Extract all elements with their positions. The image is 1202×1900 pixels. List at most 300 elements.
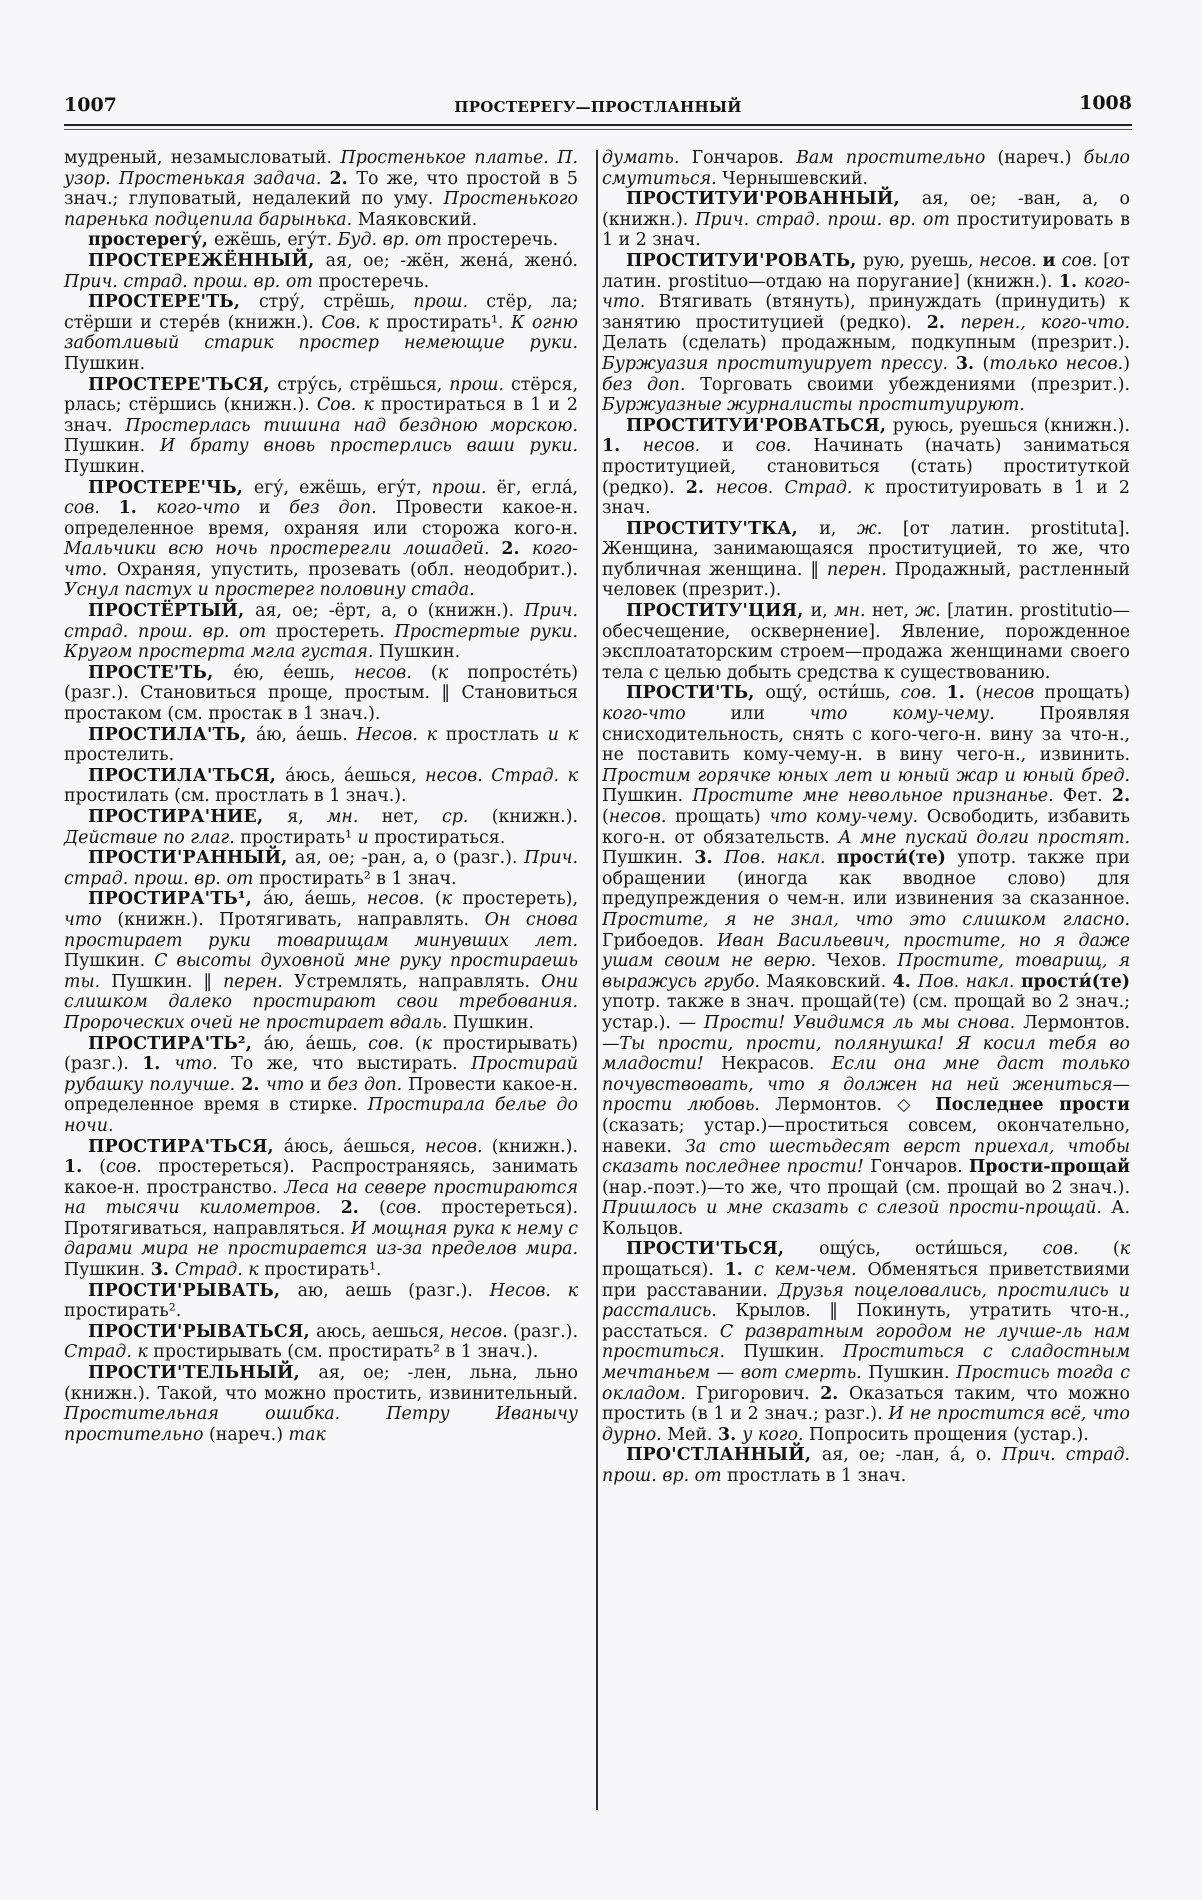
dictionary-entry [602, 189, 1130, 251]
text: простирать¹ [240, 827, 358, 848]
text: ( [414, 1033, 422, 1054]
italic-text: было смутиться. [602, 148, 1130, 189]
text: ая, ое; -жён, жена́, женó. [325, 250, 578, 271]
text: простереть. [275, 621, 395, 642]
bold-text: 2. [241, 1074, 266, 1095]
italic-text: К огню заботливый старик простер немеющие руки. [64, 312, 578, 354]
text: егу́, ежёшь, егу́т, [253, 477, 432, 498]
italic-text: сов. [64, 498, 119, 519]
italic-text: Сов. к [316, 395, 381, 416]
entry-continuation [64, 148, 578, 230]
header-rule [64, 124, 1132, 130]
italic-text: к [437, 662, 468, 683]
italic-text: несов. [608, 807, 676, 827]
headword: ПРОСТИ'ТЬСЯ, [626, 1239, 820, 1260]
italic-text: что [265, 1074, 310, 1095]
text: я, [287, 807, 328, 827]
italic-text: Ты прости, прости, полянушка! Я косил тебя во младости! [602, 1033, 1130, 1075]
headword: ПРОСТИ'РЫВАТЬСЯ, [88, 1321, 317, 1342]
bold-text: 1. [602, 436, 643, 457]
italic-text: перен., кого-что. [960, 312, 1130, 333]
bold-text: 2. [501, 539, 532, 560]
italic-text: что [64, 909, 118, 930]
text: употр. также в знач. прощай(те) (см. прощай во 2 знач.; устар.). — [602, 992, 1130, 1033]
italic-text: несов. [354, 662, 431, 683]
text: руюсь, руешься (книжн.). [892, 415, 1130, 436]
italic-text: сов. [385, 1198, 442, 1219]
text: а́юсь, а́ешься, [283, 1136, 425, 1157]
dictionary-entry [64, 251, 578, 292]
headword: ПРОСТИ'РЫВАТЬ, [88, 1280, 298, 1301]
headword: ПРОСТИ'ТЬ, [626, 683, 766, 704]
headword: ПРОСТИТУ'ТКА, [626, 518, 820, 539]
text: Проявляя снисходительность, снять с кого-чего-н. вину за что-н., не поставить кому-чему-н. в вину чего-н., извинить. [602, 704, 1130, 766]
text: ( [1112, 1239, 1120, 1260]
text: или [730, 704, 810, 725]
italic-text: кого-что [156, 498, 259, 519]
text: простереться). Протягиваться, направляться. [64, 1198, 578, 1239]
text: Провести какое-н. определенное время в стирке. [64, 1074, 578, 1116]
italic-text: Простительная ошибка. Петру Иванычу простительно [64, 1404, 578, 1445]
headword: ПРОСТЕРЕ'ЧЬ, [88, 477, 254, 498]
dictionary-entry [602, 519, 1130, 601]
dictionary-entry [64, 807, 578, 848]
dictionary-entry [64, 230, 578, 251]
italic-text: Леса на севере простираются на тысячи километров. [64, 1177, 578, 1219]
text: простирать¹. [264, 1260, 382, 1281]
italic-text: прош. [413, 292, 487, 313]
italic-text: Страд. к [64, 1342, 154, 1363]
text: (сказать; устар.)—проститься совсем, окончательно, навеки. [602, 1115, 1130, 1157]
italic-text: сов. [1042, 1239, 1113, 1260]
text: простирать² в 1 знач. [258, 868, 457, 889]
dictionary-entry [64, 601, 578, 663]
italic-text: что кому-чему. [769, 807, 927, 827]
page-number-left: 1007 [64, 94, 117, 116]
headword: ПРОСТИРА'НИЕ, [88, 807, 288, 827]
italic-text: и [357, 827, 375, 848]
text: простлать в 1 знач. [727, 1466, 907, 1486]
italic-text: перен. [827, 559, 895, 580]
italic-text: прош. [449, 374, 511, 395]
text: Мей. [667, 1424, 718, 1445]
text: Крылов. ‖ Покинуть, утратить что-н., расстаться. [602, 1301, 1130, 1342]
text: простираться. [374, 827, 506, 848]
text: (нареч.) [997, 148, 1084, 168]
bold-text: 3. [955, 353, 983, 374]
italic-text: несов. [366, 889, 435, 910]
bold-text: 3. [150, 1260, 175, 1281]
headword: ПРОСТЕ'ТЬ, [88, 662, 234, 683]
text: и [722, 436, 756, 457]
text: Лермонтов.— [602, 1012, 1130, 1054]
bold-text: 1. [1058, 271, 1084, 292]
italic-text: что кому-чему. [809, 704, 1040, 725]
italic-text: Они слишком далеко простирают свои требования. Пророческих очей не простирает вдаль. [64, 971, 578, 1033]
text: ) [1123, 353, 1130, 374]
text: ая, ое; -ёрт, а, о (книжн.). [255, 601, 525, 622]
italic-text: С высоты духовной мне руку простираешь ты. [64, 951, 578, 992]
italic-text: Уснул пастух и простерег половину стада. [64, 580, 475, 601]
text: Пушкин. [64, 1260, 151, 1281]
italic-text: к [441, 889, 463, 910]
text: Грибоедов. [602, 930, 718, 951]
text: Пушкин. [64, 436, 160, 457]
italic-text: Проститься с сладостным мечтаньем — вот смерть. [602, 1342, 1130, 1384]
bold-text: Прости-прощай [968, 1157, 1131, 1178]
text: попросте́ть) (разг.). Становиться проще, простым. ‖ Становиться простаком (см. простак в 1 знач.). [64, 662, 578, 725]
text: Пушкин. [602, 786, 693, 807]
italic-text: без доп. [289, 498, 396, 519]
text: Маяковский. [766, 971, 893, 992]
italic-text: Простите мне невольное признанье. [692, 786, 1063, 807]
bold-text: 2. [1111, 786, 1130, 807]
dictionary-entry [602, 1239, 1130, 1445]
dictionary-entry [64, 478, 578, 602]
headword: ПРОСТИТУИ'РОВАТЬ, [626, 250, 863, 271]
text: Попросить прощения (устар.). [809, 1424, 1089, 1445]
text: и [258, 498, 290, 519]
italic-text: Простенькое платье. П. узор. Простенькая задача. [64, 148, 578, 189]
dictionary-entry [602, 601, 1130, 683]
dictionary-entry [64, 766, 578, 807]
italic-text: сов. [755, 436, 814, 457]
left-column [64, 148, 578, 1445]
text: Устремлять, направлять. [294, 971, 542, 992]
italic-text: Простим горячке юных лет и юный жар и юный бред. [602, 765, 1130, 786]
italic-text: без доп. [602, 374, 701, 395]
italic-text: Простерлась тишина над бездною морскою. [125, 415, 579, 436]
text: прощаться). [602, 1260, 725, 1281]
italic-text: мн. [834, 601, 872, 622]
text: мудреный, незамысловатый. [64, 148, 341, 168]
italic-text: Прич. страд. прош. вр. от [64, 601, 578, 642]
italic-text: Простенького паренька подцепила барынька. [64, 189, 578, 230]
text: и, [819, 518, 857, 539]
italic-text: сов. [106, 1157, 159, 1178]
text: стру́, стрёшь, [258, 292, 414, 313]
text: Начинать (начать) заниматься проституцией, становиться (стать) проституткой (редко). [602, 436, 1130, 498]
headword: ПРОСТЕРЕ'ТЬ, [88, 292, 259, 313]
italic-text: И не простится всё, что дурно. [602, 1404, 1130, 1445]
italic-text: Мальчики всю ночь простерегли лошадей. [64, 539, 502, 560]
text: Обменяться приветствиями при расставании. [602, 1260, 1130, 1301]
dictionary-entry [64, 663, 578, 725]
headword: ПРОСТИЛА'ТЬ, [88, 724, 256, 745]
italic-text: Пришлось и мне сказать с слезой прости-прощай. [602, 1198, 1112, 1219]
text: а́ю, а́ешь, [263, 889, 367, 910]
entry-continuation [602, 148, 1130, 189]
italic-text: думать. [602, 148, 692, 168]
italic-text: Вам простительно [796, 148, 998, 168]
italic-text: Действие по глаг. [64, 827, 241, 848]
text: стёрся, рлась; стёршись (книжн.). [64, 374, 578, 416]
text: Пушкин. [64, 456, 146, 477]
text: ая, ое; -лен, льна, льно (книжн.). Такой, что можно простить, извинительный. [64, 1363, 579, 1404]
italic-text: несов [982, 683, 1045, 704]
dictionary-entry [64, 1322, 578, 1363]
text: Провести какое-н. определенное время, охраняя или сторожа кого-н. [64, 498, 579, 539]
text: (книжн.). [491, 1136, 578, 1157]
text: ая, ое; -ран, а, о (разг.). [294, 848, 525, 869]
italic-text: И мощная рука к нему с дарами мира не простирается из-за пределов мира. [64, 1218, 579, 1260]
bold-text: прости́(те) [1020, 971, 1130, 992]
dictionary-entry [602, 1445, 1130, 1486]
text: Чехов. [827, 951, 898, 972]
headword: ПРОСТИТУ'ЦИЯ, [626, 601, 811, 622]
text: Продажный, растленный человек (презрит.). [602, 559, 1130, 601]
italic-text: Пов. накл. [917, 971, 1021, 992]
dictionary-entry [64, 848, 578, 889]
text: а́ю, а́ешь, [263, 1033, 369, 1054]
text: простеречь. [318, 271, 430, 292]
italic-text: И брату вновь простерлись ваши руки. [159, 436, 578, 457]
italic-text: прош. [431, 477, 497, 498]
text: ая, ое; -ван, а, о (книжн.). [602, 189, 1130, 230]
text: (книжн.). [491, 807, 579, 827]
running-title: ПРОСТЕРЕГУ—ПРОСТЛАННЫЙ [454, 98, 742, 116]
italic-text: Несов. к [356, 724, 446, 745]
italic-text: ж. [915, 601, 948, 622]
headword: ПРОСТИРА'ТЬСЯ, [88, 1136, 284, 1157]
italic-text: перен. [223, 971, 295, 992]
headword: ПРОСТИ'ТЕЛЬНЫЙ, [88, 1363, 319, 1384]
text: [от латин. prostituta]. Женщина, занимающаяся проституцией, то же, что публичная женщина. ‖ [602, 518, 1131, 580]
text: простереть), [462, 889, 578, 910]
text: простереться). Распространяясь, занимать какое-н. пространство. [64, 1157, 578, 1198]
dictionary-entry [602, 683, 1130, 1239]
italic-text: За сто шестьдесят верст приехал, чтобы сказать последнее прости! [602, 1136, 1130, 1178]
italic-text: ж. [856, 518, 903, 539]
text: ая, ое; -лан, а́, о. [821, 1445, 1002, 1466]
italic-text: к [1119, 1239, 1130, 1260]
headword: ПРОСТЕРЕЖЁННЫЙ, [88, 250, 326, 271]
italic-text: Буржуазные журналисты проституируют. [602, 395, 1025, 416]
text: Делать (сделать) продажным, подкупным (презрит.). [602, 333, 1130, 354]
italic-text: к [421, 1033, 443, 1054]
text: ( [99, 1157, 107, 1178]
text: ёг, егла́, [496, 477, 578, 498]
italic-text: Иван Васильевич, простите, но я даже ушам своим не верю. [602, 930, 1130, 972]
headword: ПРОСТИРА'ТЬ¹, [88, 889, 264, 910]
italic-text: ср. [442, 807, 492, 827]
text: То же, что простой в 5 знач.; глуповатый, недалекий по уму. [64, 168, 578, 210]
headword: ПРОСТИЛА'ТЬСЯ, [88, 765, 286, 786]
bold-text: 2. [685, 477, 716, 498]
text: и, [810, 601, 835, 622]
italic-text: Буржуазия проституирует прессу. [602, 353, 956, 374]
italic-text: несов. [979, 250, 1043, 271]
text: Втягивать (втянуть), принуждать (принудить) к занятию проституцией (редко). [602, 292, 1130, 333]
text: Пушкин. [868, 1363, 957, 1384]
italic-text: у кого. [742, 1424, 809, 1445]
italic-text: Прич. страд. прош. вр. от [64, 848, 578, 889]
italic-text: Несов. к [489, 1280, 578, 1301]
text: нет, [871, 601, 916, 622]
text: Григорович. [695, 1383, 821, 1404]
text: простираться в 1 и 2 знач. [64, 395, 578, 436]
text: Торговать своими убеждениями (презрит.). [700, 374, 1131, 395]
text: простелить. [64, 745, 175, 766]
bold-text: 3. [694, 848, 725, 869]
text: Некрасов. [721, 1054, 832, 1075]
text: (разг.). [513, 1321, 578, 1342]
italic-text: Прости! Увидимся ль мы снова. [704, 1012, 1024, 1033]
text: ( [434, 889, 442, 910]
italic-text: кого-что [602, 704, 731, 725]
dictionary-entry [64, 1281, 578, 1322]
bold-text: 1. [142, 1054, 175, 1075]
text: Пушкин. [64, 951, 155, 972]
text: Пушкин. [452, 1012, 535, 1033]
italic-text: Буд. вр. от [337, 230, 448, 251]
text: (нареч.) [209, 1424, 289, 1445]
column-divider [596, 150, 598, 1810]
text: прощать) [1044, 683, 1131, 704]
dictionary-entry [64, 725, 578, 766]
italic-text: несов. [642, 436, 723, 457]
italic-text: кого-что. [64, 539, 578, 580]
text: ( [379, 1198, 386, 1219]
italic-text: несов. [450, 1321, 514, 1342]
italic-text: Простите, товарищ, я выражусь грубо. [602, 951, 1130, 992]
text: ощу́, ости́шь, [765, 683, 901, 704]
headword: ПРОСТЕРЕ'ТЬСЯ, [88, 374, 278, 395]
italic-text: мн. [327, 807, 382, 827]
text: Пушкин. ‖ [111, 971, 224, 992]
italic-text: А мне пускай долги простят. [838, 827, 1130, 848]
text: ощу́сь, ости́шься, [819, 1239, 1043, 1260]
italic-text: Простирала белье до ночи. [64, 1095, 578, 1136]
italic-text: только несов. [989, 353, 1124, 374]
bold-text: 2. [329, 168, 357, 189]
italic-text: Простись тогда с окладом. [602, 1363, 1130, 1404]
bold-text: прости́(те) [836, 848, 958, 869]
bold-text: 1. [946, 683, 976, 704]
italic-text: что. [174, 1054, 232, 1075]
dictionary-entry [64, 292, 578, 374]
text: ежёшь, егу́т. [214, 230, 338, 251]
headword: ПРОСТИТУИ'РОВАННЫЙ, [626, 189, 922, 210]
text: ( [982, 353, 990, 374]
text: Оказаться таким, что можно простить (в 1 и 2 знач.; разг.). [602, 1383, 1130, 1425]
text: прощать) [675, 807, 770, 827]
italic-text: Пов. накл. [724, 848, 837, 869]
text: Маяковский. [357, 209, 478, 230]
italic-text: С развратным городом не лучше-ль нам проститься. [602, 1321, 1130, 1363]
italic-text: несов. Страд. к [715, 477, 886, 498]
text: ( [975, 683, 983, 704]
italic-text: Прич. страд. прош. вр. от [602, 1445, 1130, 1486]
text: простеречь. [447, 230, 559, 251]
dictionary-entry [64, 1137, 578, 1281]
text: простирать¹. [386, 312, 511, 333]
text: рую, руешь, [862, 250, 980, 271]
text: Освободить, избавить кого-н. от обязательств. [602, 807, 1131, 848]
dictionary-entry [64, 1363, 578, 1445]
text: нет, [381, 807, 443, 827]
text: проституировать в 1 и 2 знач. [602, 477, 1130, 519]
text: Гончаров. [870, 1157, 969, 1178]
bold-text: 3. [717, 1424, 743, 1445]
bold-text: 2. [340, 1198, 380, 1219]
bold-text: простерегу́, [88, 230, 215, 251]
italic-text: так [288, 1424, 326, 1445]
headword: ПРОСТИРА'ТЬ², [88, 1033, 264, 1054]
italic-text: без доп. [327, 1074, 409, 1095]
dictionary-entry [64, 1034, 578, 1137]
bold-text: 1. [118, 498, 157, 519]
italic-text: несов. [424, 1136, 492, 1157]
bold-text: 2. [926, 312, 961, 333]
headword: ПРОСТИ'РАННЫЙ, [88, 848, 295, 869]
text: [от латин. prostituo—отдаю на поругание] (книжн.). [602, 250, 1130, 292]
dictionary-entry [64, 375, 578, 478]
text: простилать (см. простлать в 1 знач.). [64, 786, 407, 807]
italic-text: кого-что. [602, 271, 1130, 313]
text: Пушкин. [602, 848, 695, 869]
headword: ПРОСТИТУИ'РОВАТЬСЯ, [626, 415, 893, 436]
headword: ПРО'СТЛАННЫЙ, [626, 1445, 822, 1466]
right-column [602, 148, 1130, 1487]
text: Пушкин. [64, 353, 146, 374]
dictionary-entry [602, 416, 1130, 519]
italic-text: Он снова простирает руки товарищам минувших лет. [64, 909, 578, 951]
text: Охраняя, упустить, прозевать (обл. неодобрит.). [116, 559, 578, 580]
text: аюсь, аешься, [316, 1321, 451, 1342]
text: простирать². [64, 1301, 182, 1322]
text: и [309, 1074, 328, 1095]
headword: ПРОСТЁРТЫЙ, [88, 601, 256, 622]
text: [латин. prostitutio—обесчещение, осквернение]. Явление, порожденное эксплоататорским строем—продажа женщинами своего тела с целью добыть средства к существованию. [602, 601, 1130, 683]
italic-text: с кем-чем. [754, 1260, 868, 1281]
bold-text: 1. [64, 1157, 100, 1178]
italic-text: сов. [1061, 250, 1104, 271]
page-header [64, 92, 1132, 122]
text: ( [602, 807, 609, 827]
text: А. Кольцов. [602, 1198, 1130, 1239]
page-number-right: 1008 [1079, 92, 1132, 114]
text: проституировать в 1 и 2 знач. [602, 209, 1130, 251]
bold-text: 4. [892, 971, 918, 992]
text: Гончаров. [691, 148, 797, 168]
bold-text: и [1042, 250, 1062, 271]
text: е́ю, е́ешь, [233, 662, 355, 683]
italic-text: Простите, я не знал, что это слишком гласно. [602, 909, 1130, 930]
italic-text: сов. [368, 1033, 415, 1054]
bold-text: 1. [724, 1260, 755, 1281]
text: Лермонтов. ◇ [775, 1095, 936, 1116]
text: То же, что выстирать. [231, 1054, 472, 1075]
italic-text: Простертые руки. Кругом простерта мгла густая. [64, 621, 578, 663]
italic-text: Прич. страд. прош. вр. от [695, 209, 957, 230]
dictionary-entry [602, 251, 1130, 416]
text: простлать [445, 724, 548, 745]
italic-text: несов. Страд. к [425, 765, 578, 786]
text: стру́сь, стрёшься, [277, 374, 450, 395]
italic-text: Сов. к [321, 312, 387, 333]
text: Пушкин. [743, 1342, 844, 1363]
dictionary-entry [64, 889, 578, 1033]
italic-text: Страд. к [174, 1260, 265, 1281]
text: стёр, ла; стёрши и стере́в (книжн.). [64, 292, 578, 333]
text: а́ю, а́ешь. [256, 724, 357, 745]
text: а́юсь, а́ешься, [285, 765, 426, 786]
text: Чернышевский. [722, 168, 869, 189]
bold-text: 2. [820, 1383, 849, 1404]
text: (книжн.). Протягивать, направлять. [117, 909, 485, 930]
text: Пушкин. [378, 642, 461, 663]
